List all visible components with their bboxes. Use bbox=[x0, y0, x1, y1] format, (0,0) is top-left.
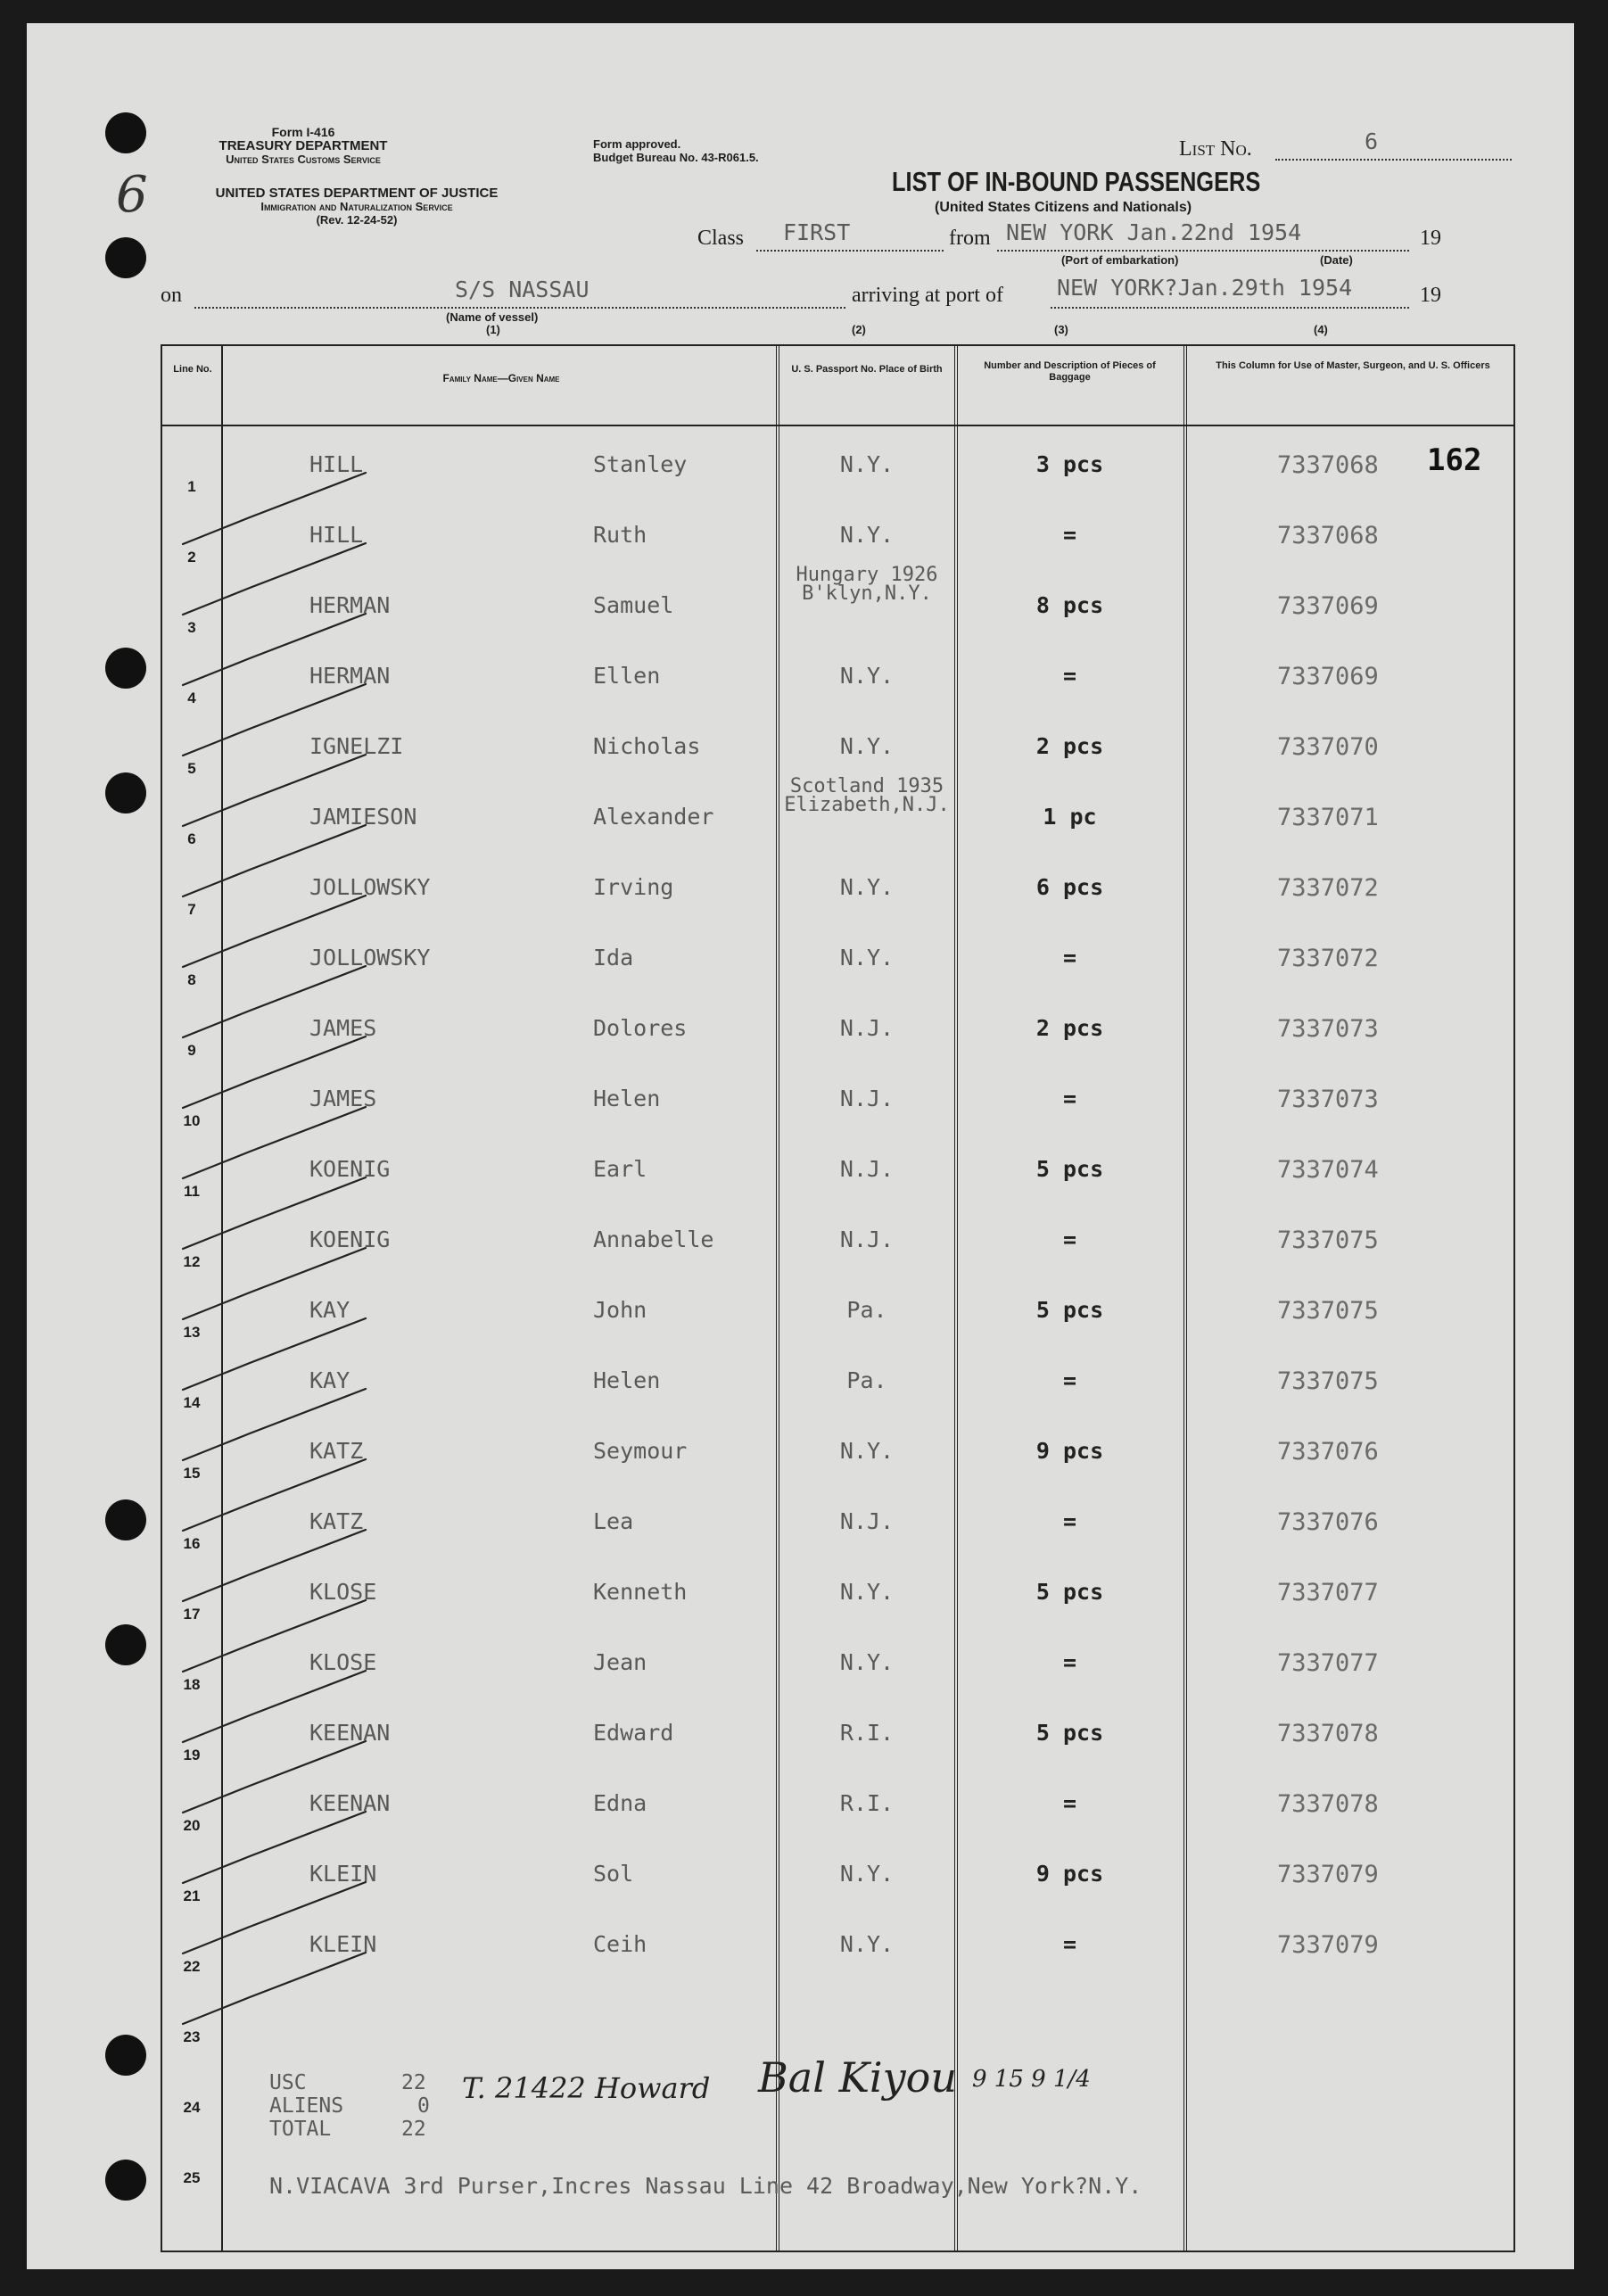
vessel-label: (Name of vessel) bbox=[446, 310, 539, 324]
given-name: Earl bbox=[593, 1156, 647, 1182]
birth-place: Hungary 1926 B'klyn,N.Y. bbox=[796, 564, 938, 605]
on-label: on bbox=[161, 284, 182, 307]
header-officers: This Column for Use of Master, Surgeon, and U. S. Officers bbox=[1216, 360, 1490, 371]
line-number: 24 bbox=[183, 2099, 201, 2116]
line-number: 9 bbox=[187, 1042, 196, 1059]
family-name: HERMAN bbox=[309, 663, 391, 689]
birth-place: Pa. bbox=[846, 1367, 887, 1393]
header-baggage: Number and Description of Pieces of Baggage bbox=[984, 360, 1156, 383]
birth-place: Pa. bbox=[846, 1297, 887, 1323]
officer-number: 7337072 bbox=[1277, 874, 1379, 902]
family-name: HERMAN bbox=[309, 592, 391, 618]
check-stroke bbox=[183, 614, 366, 685]
arriving-label: arriving at port of bbox=[852, 284, 1003, 307]
form-subtitle: (United States Citizens and Nationals) bbox=[935, 200, 1192, 215]
officer-number: 7337077 bbox=[1277, 1649, 1379, 1677]
check-stroke bbox=[183, 1248, 366, 1319]
officer-number: 7337075 bbox=[1277, 1297, 1379, 1325]
baggage-count: = bbox=[1062, 1649, 1077, 1675]
list-no-value: 6 bbox=[1365, 128, 1379, 154]
officer-number: 7337069 bbox=[1277, 663, 1379, 690]
line-number: 8 bbox=[187, 971, 196, 988]
line-number: 16 bbox=[183, 1535, 201, 1552]
family-name: KEENAN bbox=[309, 1790, 391, 1816]
birth-place: N.J. bbox=[839, 1508, 895, 1534]
birth-place: R.I. bbox=[839, 1720, 895, 1746]
birth-place: N.Y. bbox=[839, 522, 895, 548]
birth-place: N.Y. bbox=[839, 1438, 895, 1464]
birth-place: N.J. bbox=[839, 1015, 895, 1041]
aliens-label: ALIENS bbox=[269, 2094, 344, 2118]
given-name: Irving bbox=[593, 874, 674, 900]
family-name: KLEIN bbox=[309, 1931, 377, 1957]
check-stroke bbox=[183, 1741, 366, 1813]
check-stroke bbox=[183, 755, 366, 826]
list-no-label: List No. bbox=[1179, 137, 1252, 161]
baggage-count: = bbox=[1062, 1367, 1077, 1393]
family-name: JAMIESON bbox=[309, 804, 417, 830]
form-number: Form I-416 bbox=[271, 125, 335, 139]
form-approved: Form approved. bbox=[593, 137, 681, 151]
class-value: FIRST bbox=[783, 219, 851, 245]
check-stroke bbox=[183, 1600, 366, 1672]
officer-number: 7337073 bbox=[1277, 1086, 1379, 1113]
baggage-count: 8 pcs bbox=[1035, 592, 1104, 618]
baggage-count: 2 pcs bbox=[1035, 1015, 1104, 1041]
budget-bureau: Budget Bureau No. 43-R061.5. bbox=[593, 151, 759, 164]
page-number: 162 bbox=[1427, 442, 1482, 478]
given-name: Lea bbox=[593, 1508, 634, 1534]
birth-place: N.J. bbox=[839, 1086, 895, 1111]
family-name: HILL bbox=[309, 522, 364, 548]
line-number: 21 bbox=[183, 1887, 201, 1904]
handwritten-time: 9 15 9 1/4 bbox=[972, 2066, 1091, 2093]
officer-number: 7337079 bbox=[1277, 1861, 1379, 1888]
family-name: KAY bbox=[309, 1297, 350, 1323]
officer-number: 7337068 bbox=[1277, 451, 1379, 479]
family-name: JAMES bbox=[309, 1015, 377, 1041]
line-number: 10 bbox=[183, 1112, 201, 1129]
check-stroke bbox=[183, 1177, 366, 1249]
usc-label: USC bbox=[269, 2071, 307, 2094]
family-name: JAMES bbox=[309, 1086, 377, 1111]
officer-number: 7337078 bbox=[1277, 1790, 1379, 1818]
arriving-year: 19 bbox=[1420, 284, 1441, 307]
officer-number: 7337070 bbox=[1277, 733, 1379, 761]
check-stroke bbox=[183, 1107, 366, 1178]
header-line-no: Line No. bbox=[173, 364, 212, 375]
given-name: Samuel bbox=[593, 592, 674, 618]
check-stroke bbox=[183, 543, 366, 615]
birth-place: N.Y. bbox=[839, 663, 895, 689]
family-name: JOLLOWSKY bbox=[309, 945, 431, 970]
family-name: JOLLOWSKY bbox=[309, 874, 431, 900]
family-name: KAY bbox=[309, 1367, 350, 1393]
check-stroke bbox=[183, 1812, 366, 1883]
officer-number: 7337073 bbox=[1277, 1015, 1379, 1043]
family-name: KOENIG bbox=[309, 1156, 391, 1182]
baggage-count: 2 pcs bbox=[1035, 733, 1104, 759]
from-label: from bbox=[949, 227, 991, 250]
check-stroke bbox=[183, 1671, 366, 1742]
check-stroke bbox=[183, 473, 366, 544]
margin-mark: 6 bbox=[116, 166, 148, 224]
given-name: Ellen bbox=[593, 663, 661, 689]
check-stroke bbox=[183, 896, 366, 967]
from-year: 19 bbox=[1420, 227, 1441, 250]
family-name: KATZ bbox=[309, 1438, 364, 1464]
birth-place: N.J. bbox=[839, 1156, 895, 1182]
from-value: NEW YORK Jan.22nd 1954 bbox=[1006, 219, 1302, 245]
header-passport: U. S. Passport No. Place of Birth bbox=[791, 364, 943, 375]
line-number: 13 bbox=[183, 1324, 201, 1341]
family-name: KEENAN bbox=[309, 1720, 391, 1746]
given-name: Ruth bbox=[593, 522, 647, 548]
officer-number: 7337074 bbox=[1277, 1156, 1379, 1184]
officer-number: 7337072 bbox=[1277, 945, 1379, 972]
line-number: 18 bbox=[183, 1676, 201, 1693]
officer-number: 7337069 bbox=[1277, 592, 1379, 620]
baggage-count: 5 pcs bbox=[1035, 1297, 1104, 1323]
baggage-count: = bbox=[1062, 1931, 1077, 1957]
birth-place: N.Y. bbox=[839, 1861, 895, 1887]
class-label: Class bbox=[697, 227, 745, 250]
check-stroke bbox=[183, 1389, 366, 1460]
arriving-value: NEW YORK?Jan.29th 1954 bbox=[1057, 275, 1353, 301]
form-title: LIST OF IN-BOUND PASSENGERS bbox=[892, 166, 1261, 197]
line-number: 3 bbox=[187, 619, 196, 636]
birth-place: N.J. bbox=[839, 1226, 895, 1252]
baggage-count: = bbox=[1062, 663, 1077, 689]
given-name: Ida bbox=[593, 945, 634, 970]
baggage-count: 3 pcs bbox=[1035, 451, 1104, 477]
line-number: 12 bbox=[183, 1253, 201, 1270]
given-name: Ceih bbox=[593, 1931, 647, 1957]
line-number: 25 bbox=[183, 2169, 201, 2186]
birth-place: N.Y. bbox=[839, 1649, 895, 1675]
line-number: 23 bbox=[183, 2028, 201, 2045]
check-stroke bbox=[183, 966, 366, 1037]
family-name: KOENIG bbox=[309, 1226, 391, 1252]
justice-dept: UNITED STATES DEPARTMENT OF JUSTICE bbox=[215, 186, 499, 201]
family-name: HILL bbox=[309, 451, 364, 477]
officer-number: 7337077 bbox=[1277, 1579, 1379, 1606]
handwritten-note: T. 21422 Howard bbox=[462, 2071, 711, 2105]
given-name: Edward bbox=[593, 1720, 674, 1746]
line-number: 6 bbox=[187, 830, 196, 847]
check-stroke bbox=[183, 684, 366, 756]
birth-place: N.Y. bbox=[839, 874, 895, 900]
line-number: 22 bbox=[183, 1958, 201, 1975]
given-name: Nicholas bbox=[593, 733, 701, 759]
family-name: KLEIN bbox=[309, 1861, 377, 1887]
officer-number: 7337079 bbox=[1277, 1931, 1379, 1959]
birth-place: Scotland 1935 Elizabeth,N.J. bbox=[784, 775, 950, 816]
birth-place: N.Y. bbox=[839, 733, 895, 759]
line-number: 11 bbox=[184, 1183, 200, 1200]
given-name: Alexander bbox=[593, 804, 714, 830]
check-stroke bbox=[183, 1530, 366, 1601]
port-embarkation-label: (Port of embarkation) bbox=[1061, 253, 1179, 267]
baggage-count: = bbox=[1062, 945, 1077, 970]
revision: (Rev. 12-24-52) bbox=[316, 213, 398, 227]
given-name: Kenneth bbox=[593, 1579, 688, 1605]
baggage-count: = bbox=[1062, 1226, 1077, 1252]
line-number: 2 bbox=[187, 549, 196, 566]
given-name: Jean bbox=[593, 1649, 647, 1675]
col-num-2: (2) bbox=[852, 323, 866, 336]
given-name: Dolores bbox=[593, 1015, 688, 1041]
birth-place: N.Y. bbox=[839, 945, 895, 970]
birth-place: N.Y. bbox=[839, 1931, 895, 1957]
baggage-count: = bbox=[1062, 1790, 1077, 1816]
check-stroke bbox=[183, 1318, 366, 1390]
family-name: KATZ bbox=[309, 1508, 364, 1534]
col-num-3: (3) bbox=[1054, 323, 1068, 336]
check-stroke bbox=[183, 825, 366, 896]
check-stroke bbox=[183, 1459, 366, 1531]
baggage-count: 9 pcs bbox=[1035, 1861, 1104, 1887]
baggage-count: 5 pcs bbox=[1035, 1720, 1104, 1746]
usc-count: 22 bbox=[401, 2071, 426, 2094]
given-name: Seymour bbox=[593, 1438, 688, 1464]
line-number: 20 bbox=[183, 1817, 201, 1834]
given-name: Stanley bbox=[593, 451, 688, 477]
line-number: 7 bbox=[187, 901, 196, 918]
baggage-count: = bbox=[1062, 522, 1077, 548]
given-name: Sol bbox=[593, 1861, 634, 1887]
ins-service: Immigration and Naturalization Service bbox=[260, 200, 453, 213]
officer-number: 7337075 bbox=[1277, 1226, 1379, 1254]
purser-footer: N.VIACAVA 3rd Purser,Incres Nassau Line 42 Broadway,New York?N.Y. bbox=[269, 2173, 1142, 2199]
check-stroke bbox=[183, 1882, 366, 1953]
baggage-count: = bbox=[1062, 1086, 1077, 1111]
given-name: John bbox=[593, 1297, 647, 1323]
vessel-col-num: (1) bbox=[486, 323, 500, 336]
line-number: 14 bbox=[183, 1394, 201, 1411]
vessel-value: S/S NASSAU bbox=[455, 277, 590, 302]
line-number: 15 bbox=[183, 1465, 201, 1482]
baggage-count: 6 pcs bbox=[1035, 874, 1104, 900]
signature: Bal Kiyou bbox=[758, 2053, 957, 2102]
baggage-count: = bbox=[1062, 1508, 1077, 1534]
birth-place: R.I. bbox=[839, 1790, 895, 1816]
date-label: (Date) bbox=[1320, 253, 1353, 267]
officer-number: 7337071 bbox=[1277, 804, 1379, 831]
col-num-4: (4) bbox=[1314, 323, 1328, 336]
line-number: 5 bbox=[187, 760, 196, 777]
line-number: 19 bbox=[183, 1747, 201, 1763]
family-name: KLOSE bbox=[309, 1649, 377, 1675]
given-name: Helen bbox=[593, 1367, 661, 1393]
line-number: 1 bbox=[187, 478, 196, 495]
header-name: Family Name—Given Name bbox=[442, 372, 560, 384]
aliens-count: 0 bbox=[417, 2094, 430, 2118]
treasury-dept: TREASURY DEPARTMENT bbox=[219, 138, 388, 153]
baggage-count: 9 pcs bbox=[1035, 1438, 1104, 1464]
total-count: 22 bbox=[401, 2118, 426, 2141]
officer-number: 7337075 bbox=[1277, 1367, 1379, 1395]
line-number: 17 bbox=[183, 1606, 201, 1623]
baggage-count: 1 pc bbox=[1043, 804, 1097, 830]
line-number: 4 bbox=[187, 690, 196, 706]
family-name: IGNELZI bbox=[309, 733, 404, 759]
officer-number: 7337068 bbox=[1277, 522, 1379, 549]
family-name: KLOSE bbox=[309, 1579, 377, 1605]
officer-number: 7337078 bbox=[1277, 1720, 1379, 1747]
given-name: Edna bbox=[593, 1790, 647, 1816]
birth-place: N.Y. bbox=[839, 451, 895, 477]
total-label: TOTAL bbox=[269, 2118, 332, 2141]
check-stroke bbox=[183, 1037, 366, 1108]
form-sheet bbox=[27, 23, 1574, 2269]
baggage-count: 5 pcs bbox=[1035, 1579, 1104, 1605]
check-marks bbox=[27, 23, 1574, 2269]
given-name: Annabelle bbox=[593, 1226, 714, 1252]
officer-number: 7337076 bbox=[1277, 1438, 1379, 1466]
officer-number: 7337076 bbox=[1277, 1508, 1379, 1536]
check-stroke bbox=[183, 1953, 366, 2024]
baggage-count: 5 pcs bbox=[1035, 1156, 1104, 1182]
birth-place: N.Y. bbox=[839, 1579, 895, 1605]
given-name: Helen bbox=[593, 1086, 661, 1111]
customs-service: United States Customs Service bbox=[226, 153, 381, 166]
